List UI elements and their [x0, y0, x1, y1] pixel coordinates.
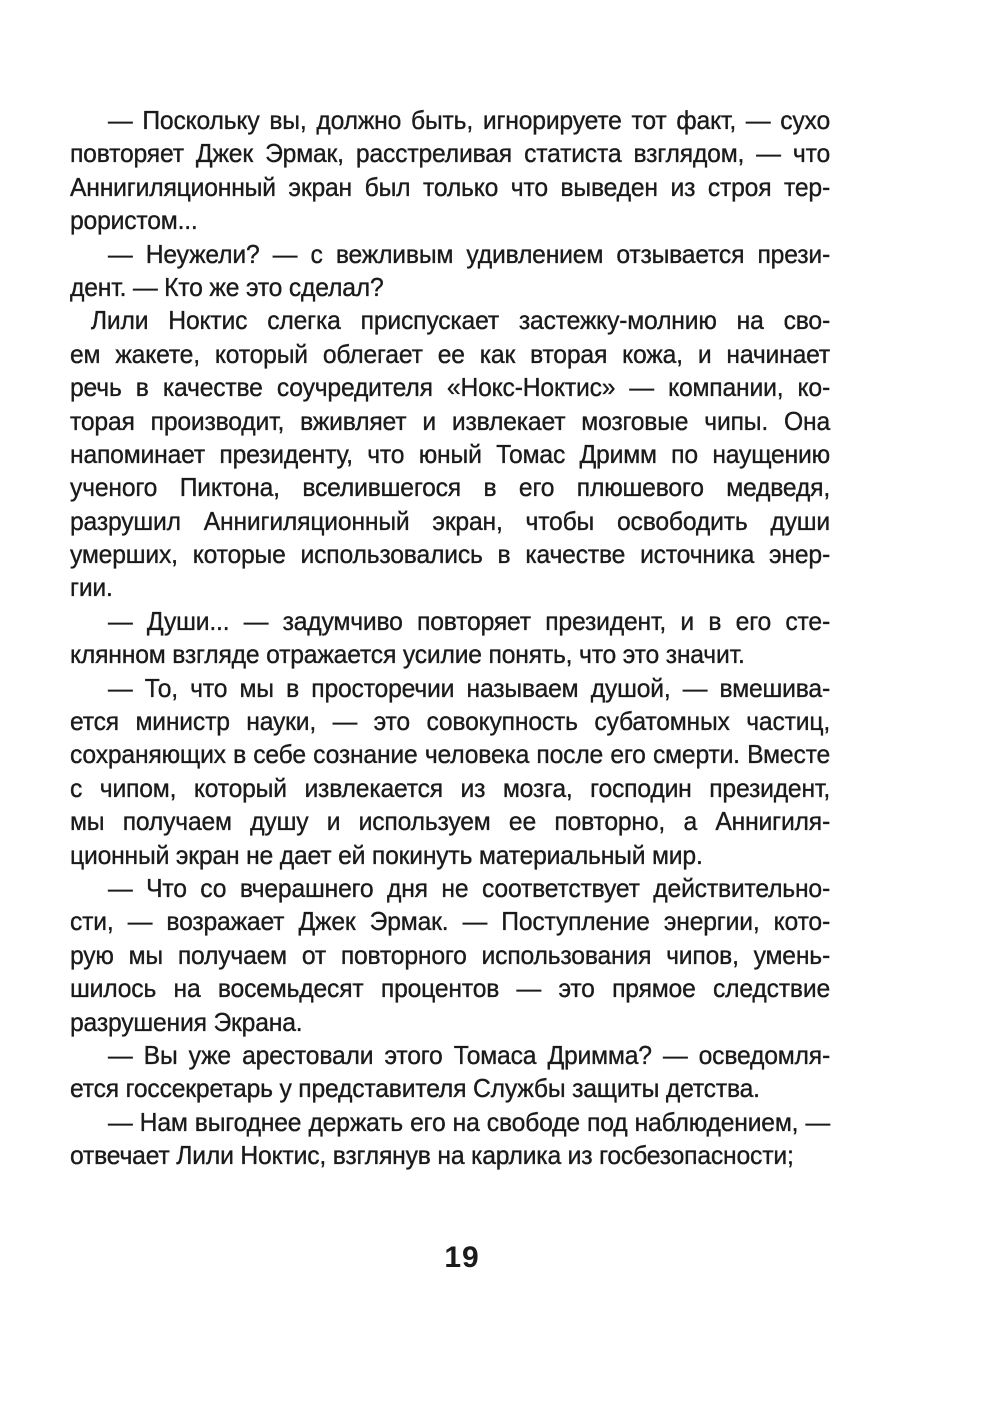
text-line: шилось на восемьдесят процентов — это прямое следствие [70, 973, 830, 1004]
page-number: 19 [444, 1241, 480, 1274]
text-line: сти, — возражает Джек Эрмак. — Поступление энергии, кото- [70, 906, 830, 937]
paragraph [70, 872, 830, 1039]
text-line: повторяет Джек Эрмак, расстреливая статиста взглядом, — что [70, 138, 830, 169]
text-line: мы получаем душу и используем ее повторно, а Аннигиля- [70, 806, 830, 837]
text-line: — То, что мы в просторечии называем душой, — вмешива- [108, 672, 830, 703]
text-line: умерших, которые использовались в качестве источника энер- [70, 539, 830, 570]
text-line: отвечает Лили Ноктис, взглянув на карлика из госбезопасности; [70, 1140, 794, 1171]
text-line: с чипом, который извлекается из мозга, господин президент, [70, 772, 830, 803]
text-line: ем жакете, который облегает ее как вторая кожа, и начинает [70, 338, 830, 369]
text-line: — Поскольку вы, должно быть, игнорируете тот факт, — сухо [108, 105, 830, 135]
text-line: речь в качестве соучредителя «Нокс-Ноктис» — компании, ко- [70, 372, 830, 403]
text-line: — Души... — задумчиво повторяет президент, и в его сте- [108, 605, 830, 636]
text-line: Аннигиляционный экран был только что выведен из строя тер- [70, 171, 830, 202]
text-line: — Нам выгоднее держать его на свободе под наблюдением, — [108, 1106, 830, 1137]
paragraph [70, 1039, 830, 1106]
text-line: торая производит, вживляет и извлекает мозговые чипы. Она [70, 405, 830, 436]
paragraph [70, 605, 830, 672]
text-line: ется госсекретарь у представителя Службы защиты детства. [70, 1073, 760, 1104]
paragraph [70, 304, 830, 605]
text-line: ционный экран не дает ей покинуть материальный мир. [70, 839, 703, 870]
text-line: — Неужели? — с вежливым удивлением отзывается прези- [108, 238, 830, 269]
text-line: — Что со вчерашнего дня не соответствует действительно- [108, 872, 830, 903]
text-line: Лили Ноктис слегка приспускает застежку-молнию на сво- [90, 305, 830, 336]
paragraph [70, 238, 830, 305]
text-line: клянном взгляде отражается усилие понять, что это значит. [70, 639, 745, 670]
text-line: гии. [70, 572, 113, 603]
text-line: напоминает президенту, что юный Томас Дримм по наущению [70, 438, 830, 469]
text-line: рую мы получаем от повторного использования чипов, умень- [70, 939, 830, 970]
text-line: дент. — Кто же это сделал? [70, 271, 384, 302]
body-text [70, 104, 830, 1173]
text-line: — Вы уже арестовали этого Томаса Дримма? — осведомля- [108, 1039, 830, 1070]
text-line: сохраняющих в себе сознание человека после его смерти. Вместе [70, 739, 830, 770]
text-line: ученого Пиктона, вселившегося в его плюшевого медведя, [70, 472, 830, 503]
text-line: разрушения Экрана. [70, 1006, 303, 1037]
text-line: ется министр науки, — это совокупность субатомных частиц, [70, 706, 830, 737]
paragraph [70, 672, 830, 872]
paragraph [70, 1106, 830, 1173]
text-line: рористом... [70, 205, 198, 236]
text-line: разрушил Аннигиляционный экран, чтобы освободить души [70, 505, 830, 536]
paragraph [70, 104, 830, 238]
